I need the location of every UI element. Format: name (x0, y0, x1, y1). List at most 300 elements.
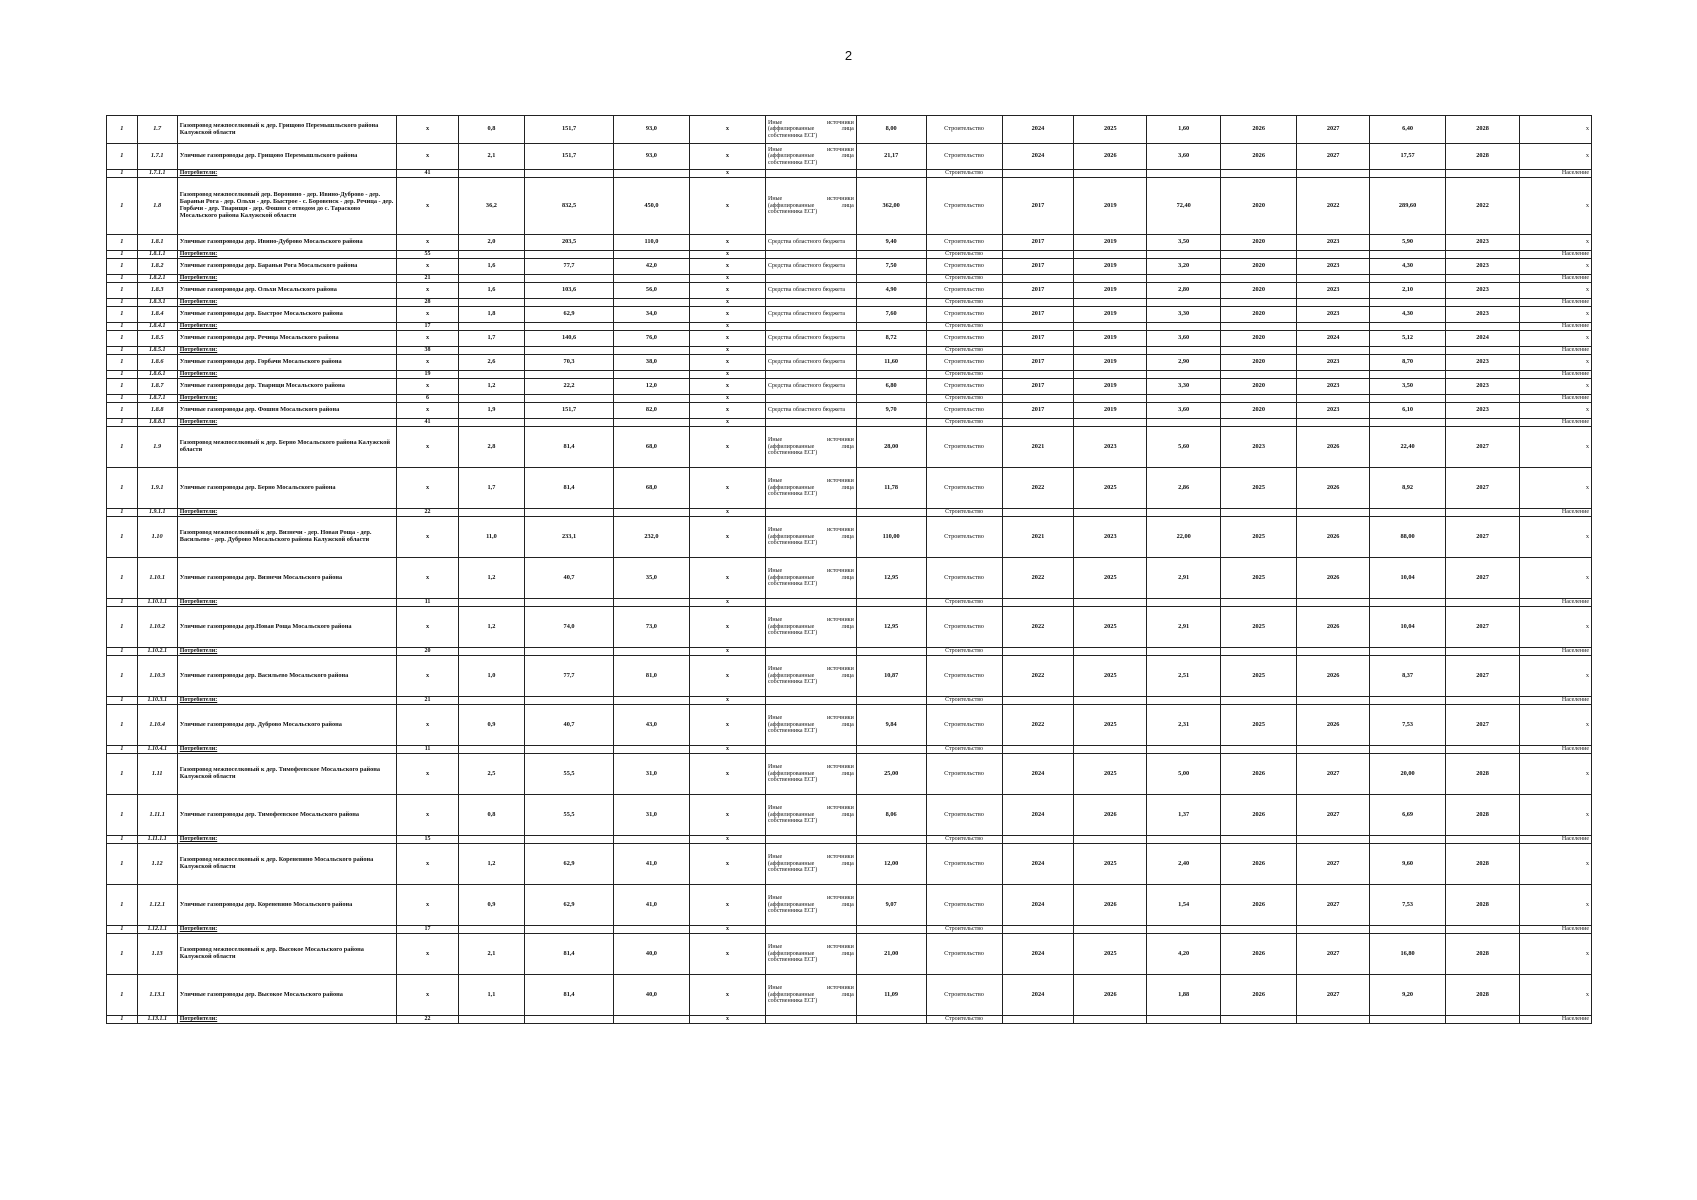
cell-c7: 110,0 (613, 235, 689, 251)
consumer-row (107, 347, 1592, 355)
cell-src: Средства областного бюджета (765, 235, 856, 251)
cell-c10: 25,00 (856, 754, 926, 795)
cell-c6 (525, 1016, 614, 1024)
cell-c1: 1 (107, 795, 138, 836)
cell-c15: 2020 (1221, 403, 1297, 419)
cell-c13: 2019 (1074, 355, 1147, 371)
cell-c12: 2024 (1002, 934, 1074, 975)
cell-c13: 2019 (1074, 283, 1147, 299)
cell-c10: 12,95 (856, 558, 926, 599)
cell-c14: 1,60 (1147, 116, 1221, 144)
cell-pop: x (1520, 975, 1592, 1016)
cell-name: Потребители: (177, 395, 397, 403)
cell-pop: x (1520, 178, 1592, 235)
cell-c17: 10,04 (1370, 558, 1446, 599)
cell-c12 (1002, 299, 1074, 307)
cell-c18: 2027 (1446, 558, 1520, 599)
cell-src: Иные источники (аффилированные лица собственника ЕСГ) (765, 178, 856, 235)
cell-src (765, 299, 856, 307)
cell-pop: Население (1520, 1016, 1592, 1024)
cell-c4: x (397, 844, 458, 885)
cell-c14: 1,37 (1147, 795, 1221, 836)
cell-num: 1.8.4.1 (137, 323, 177, 331)
cell-c8: x (689, 607, 765, 648)
cell-c5: 2,1 (458, 144, 525, 170)
cell-src (765, 509, 856, 517)
cell-c18: 2028 (1446, 144, 1520, 170)
cell-name: Уличные газопроводы дер. Визнечи Мосальского района (177, 558, 397, 599)
cell-c17 (1370, 599, 1446, 607)
cell-c16: 2026 (1297, 517, 1370, 558)
cell-c15: 2025 (1221, 607, 1297, 648)
cell-c5 (458, 275, 525, 283)
cell-c17 (1370, 746, 1446, 754)
cell-c1: 1 (107, 403, 138, 419)
cell-src: Иные источники (аффилированные лица собственника ЕСГ) (765, 844, 856, 885)
cell-c18 (1446, 395, 1520, 403)
cell-c18 (1446, 509, 1520, 517)
table-row (107, 558, 1592, 599)
cell-c4: x (397, 331, 458, 347)
cell-c12: 2022 (1002, 468, 1074, 509)
cell-c6 (525, 509, 614, 517)
cell-c4: 38 (397, 347, 458, 355)
cell-src: Иные источники (аффилированные лица собственника ЕСГ) (765, 934, 856, 975)
cell-num: 1.8.8.1 (137, 419, 177, 427)
cell-type: Строительство (926, 754, 1002, 795)
cell-c10: 110,00 (856, 517, 926, 558)
cell-c1: 1 (107, 355, 138, 371)
cell-name: Потребители: (177, 170, 397, 178)
cell-c1: 1 (107, 607, 138, 648)
cell-c14: 2,80 (1147, 283, 1221, 299)
cell-name: Потребители: (177, 371, 397, 379)
cell-c17 (1370, 509, 1446, 517)
cell-c13: 2019 (1074, 307, 1147, 323)
cell-c7: 43,0 (613, 705, 689, 746)
cell-c12: 2022 (1002, 705, 1074, 746)
cell-c8: x (689, 395, 765, 403)
cell-c16: 2027 (1297, 144, 1370, 170)
cell-c16 (1297, 836, 1370, 844)
cell-c18 (1446, 371, 1520, 379)
cell-src: Иные источники (аффилированные лица собственника ЕСГ) (765, 754, 856, 795)
cell-c17 (1370, 323, 1446, 331)
cell-pop: x (1520, 283, 1592, 299)
cell-src (765, 395, 856, 403)
cell-c12: 2017 (1002, 331, 1074, 347)
cell-c15: 2020 (1221, 307, 1297, 323)
cell-name: Потребители: (177, 323, 397, 331)
cell-c14: 72,40 (1147, 178, 1221, 235)
cell-type: Строительство (926, 1016, 1002, 1024)
cell-name: Уличные газопроводы дер. Быстрое Мосальского района (177, 307, 397, 323)
cell-c15 (1221, 419, 1297, 427)
cell-c17 (1370, 371, 1446, 379)
cell-c8: x (689, 403, 765, 419)
cell-c4: x (397, 235, 458, 251)
cell-c1: 1 (107, 427, 138, 468)
cell-c14: 3,30 (1147, 379, 1221, 395)
cell-c8: x (689, 934, 765, 975)
cell-c16: 2026 (1297, 656, 1370, 697)
cell-c16: 2026 (1297, 705, 1370, 746)
cell-c6 (525, 746, 614, 754)
cell-name: Потребители: (177, 299, 397, 307)
cell-c18 (1446, 599, 1520, 607)
cell-c10 (856, 170, 926, 178)
cell-c18 (1446, 836, 1520, 844)
cell-c1: 1 (107, 705, 138, 746)
cell-pop: x (1520, 517, 1592, 558)
cell-c5: 1,7 (458, 331, 525, 347)
cell-pop: Население (1520, 746, 1592, 754)
cell-c4: 55 (397, 251, 458, 259)
cell-name: Уличные газопроводы дер. Берно Мосальского района (177, 468, 397, 509)
table-row (107, 403, 1592, 419)
cell-c8: x (689, 427, 765, 468)
cell-c7 (613, 509, 689, 517)
table-row (107, 754, 1592, 795)
cell-c6 (525, 395, 614, 403)
cell-pop: x (1520, 427, 1592, 468)
cell-src (765, 648, 856, 656)
cell-c5: 2,0 (458, 235, 525, 251)
cell-c13: 2019 (1074, 259, 1147, 275)
cell-c10 (856, 323, 926, 331)
cell-pop: x (1520, 116, 1592, 144)
cell-c7 (613, 1016, 689, 1024)
cell-c13: 2025 (1074, 607, 1147, 648)
cell-num: 1.13 (137, 934, 177, 975)
cell-c15 (1221, 299, 1297, 307)
cell-c8: x (689, 1016, 765, 1024)
cell-c10 (856, 275, 926, 283)
cell-c13: 2025 (1074, 468, 1147, 509)
cell-c18: 2022 (1446, 178, 1520, 235)
cell-c4: x (397, 754, 458, 795)
cell-c1: 1 (107, 468, 138, 509)
consumer-row (107, 1016, 1592, 1024)
cell-c17: 16,80 (1370, 934, 1446, 975)
cell-c1: 1 (107, 347, 138, 355)
cell-type: Строительство (926, 836, 1002, 844)
cell-c18: 2028 (1446, 795, 1520, 836)
cell-c13: 2026 (1074, 795, 1147, 836)
cell-c10 (856, 371, 926, 379)
cell-c10: 21,17 (856, 144, 926, 170)
cell-c13: 2023 (1074, 517, 1147, 558)
cell-type: Строительство (926, 795, 1002, 836)
cell-type: Строительство (926, 656, 1002, 697)
cell-c7: 38,0 (613, 355, 689, 371)
cell-c12 (1002, 347, 1074, 355)
cell-c8: x (689, 517, 765, 558)
cell-pop: Население (1520, 419, 1592, 427)
cell-c5 (458, 251, 525, 259)
cell-c7 (613, 395, 689, 403)
cell-c7: 82,0 (613, 403, 689, 419)
cell-c8: x (689, 419, 765, 427)
cell-c15: 2026 (1221, 754, 1297, 795)
cell-c7 (613, 648, 689, 656)
cell-c18: 2027 (1446, 427, 1520, 468)
cell-c10: 362,00 (856, 178, 926, 235)
cell-c8: x (689, 795, 765, 836)
cell-c12 (1002, 1016, 1074, 1024)
cell-c18: 2027 (1446, 517, 1520, 558)
cell-num: 1.13.1.1 (137, 1016, 177, 1024)
cell-name: Потребители: (177, 1016, 397, 1024)
cell-c12: 2022 (1002, 656, 1074, 697)
cell-name: Уличные газопроводы дер. Тимофеевское Мосальского района (177, 795, 397, 836)
cell-c7: 34,0 (613, 307, 689, 323)
cell-num: 1.8.8 (137, 403, 177, 419)
cell-src (765, 275, 856, 283)
cell-c13: 2025 (1074, 844, 1147, 885)
cell-c10 (856, 1016, 926, 1024)
cell-type: Строительство (926, 347, 1002, 355)
cell-c6: 62,9 (525, 307, 614, 323)
cell-pop: Население (1520, 697, 1592, 705)
table-row (107, 427, 1592, 468)
cell-c5 (458, 746, 525, 754)
cell-c5: 1,2 (458, 558, 525, 599)
cell-c16: 2024 (1297, 331, 1370, 347)
cell-num: 1.9 (137, 427, 177, 468)
cell-c8: x (689, 275, 765, 283)
cell-num: 1.8.2.1 (137, 275, 177, 283)
cell-c13 (1074, 419, 1147, 427)
consumer-row (107, 170, 1592, 178)
cell-c15: 2020 (1221, 355, 1297, 371)
cell-c16: 2027 (1297, 754, 1370, 795)
cell-src: Средства областного бюджета (765, 259, 856, 275)
cell-c13 (1074, 323, 1147, 331)
cell-c5: 1,6 (458, 259, 525, 275)
cell-type: Строительство (926, 885, 1002, 926)
cell-c17: 8,92 (1370, 468, 1446, 509)
cell-c15 (1221, 697, 1297, 705)
cell-c18: 2027 (1446, 656, 1520, 697)
cell-c1: 1 (107, 746, 138, 754)
cell-c6: 55,5 (525, 754, 614, 795)
cell-c15: 2025 (1221, 656, 1297, 697)
cell-name: Потребители: (177, 648, 397, 656)
cell-name: Уличные газопроводы дер. Тварищи Мосальского района (177, 379, 397, 395)
cell-src (765, 371, 856, 379)
cell-c4: 11 (397, 599, 458, 607)
cell-c4: x (397, 975, 458, 1016)
cell-c13 (1074, 371, 1147, 379)
cell-c6: 55,5 (525, 795, 614, 836)
cell-c7 (613, 251, 689, 259)
cell-pop: x (1520, 379, 1592, 395)
cell-c8: x (689, 648, 765, 656)
cell-c7: 41,0 (613, 885, 689, 926)
cell-name: Газопровод межпоселковый к дер. Визнечи - дер. Новая Роща - дер. Васильево - дер. Дуброво Мосальского района Калужской области (177, 517, 397, 558)
cell-c4: 6 (397, 395, 458, 403)
cell-type: Строительство (926, 697, 1002, 705)
cell-c4: x (397, 517, 458, 558)
cell-c5: 2,1 (458, 934, 525, 975)
cell-c8: x (689, 468, 765, 509)
cell-src: Иные источники (аффилированные лица собственника ЕСГ) (765, 885, 856, 926)
cell-c14 (1147, 836, 1221, 844)
cell-c4: x (397, 259, 458, 275)
cell-src: Средства областного бюджета (765, 307, 856, 323)
cell-type: Строительство (926, 178, 1002, 235)
cell-c5 (458, 509, 525, 517)
cell-c16: 2027 (1297, 885, 1370, 926)
cell-c1: 1 (107, 558, 138, 599)
table-row (107, 259, 1592, 275)
cell-name: Газопровод межпоселковый к дер. Кореневино Мосальского района Калужской области (177, 844, 397, 885)
cell-c1: 1 (107, 509, 138, 517)
cell-pop: Население (1520, 599, 1592, 607)
cell-num: 1.8.4 (137, 307, 177, 323)
cell-src (765, 697, 856, 705)
cell-c12 (1002, 170, 1074, 178)
cell-c8: x (689, 705, 765, 746)
cell-c15 (1221, 371, 1297, 379)
cell-type: Строительство (926, 259, 1002, 275)
cell-c18: 2023 (1446, 235, 1520, 251)
cell-c1: 1 (107, 934, 138, 975)
cell-c16: 2023 (1297, 259, 1370, 275)
cell-c14 (1147, 509, 1221, 517)
cell-c4: x (397, 427, 458, 468)
cell-c13: 2025 (1074, 754, 1147, 795)
cell-c17 (1370, 836, 1446, 844)
cell-c8: x (689, 599, 765, 607)
cell-c14 (1147, 395, 1221, 403)
cell-c4: x (397, 283, 458, 299)
cell-c1: 1 (107, 599, 138, 607)
cell-type: Строительство (926, 170, 1002, 178)
consumer-row (107, 323, 1592, 331)
cell-c16 (1297, 251, 1370, 259)
cell-c16 (1297, 419, 1370, 427)
cell-num: 1.11.1.1 (137, 836, 177, 844)
cell-c15 (1221, 275, 1297, 283)
cell-c13 (1074, 697, 1147, 705)
cell-type: Строительство (926, 427, 1002, 468)
cell-c15 (1221, 746, 1297, 754)
cell-c1: 1 (107, 395, 138, 403)
cell-c16 (1297, 926, 1370, 934)
cell-c13: 2025 (1074, 116, 1147, 144)
cell-c10 (856, 599, 926, 607)
cell-c1: 1 (107, 235, 138, 251)
cell-c17: 17,57 (1370, 144, 1446, 170)
cell-c7 (613, 170, 689, 178)
cell-c14 (1147, 926, 1221, 934)
cell-c6: 81,4 (525, 427, 614, 468)
cell-c5: 1,2 (458, 379, 525, 395)
cell-c16: 2023 (1297, 283, 1370, 299)
table-row (107, 656, 1592, 697)
cell-c13 (1074, 347, 1147, 355)
consumer-row (107, 419, 1592, 427)
cell-c5: 1,7 (458, 468, 525, 509)
cell-pop: x (1520, 235, 1592, 251)
cell-c12 (1002, 323, 1074, 331)
cell-c12: 2024 (1002, 795, 1074, 836)
cell-c4: 15 (397, 836, 458, 844)
cell-c16: 2027 (1297, 116, 1370, 144)
cell-num: 1.8.7 (137, 379, 177, 395)
consumer-row (107, 599, 1592, 607)
cell-c6: 203,5 (525, 235, 614, 251)
cell-num: 1.10.4 (137, 705, 177, 746)
cell-c12: 2024 (1002, 885, 1074, 926)
cell-c14: 5,00 (1147, 754, 1221, 795)
cell-c18: 2024 (1446, 331, 1520, 347)
cell-num: 1.8 (137, 178, 177, 235)
cell-name: Потребители: (177, 926, 397, 934)
cell-c16: 2026 (1297, 427, 1370, 468)
cell-c12 (1002, 746, 1074, 754)
cell-type: Строительство (926, 395, 1002, 403)
cell-c4: x (397, 468, 458, 509)
cell-c7: 31,0 (613, 795, 689, 836)
cell-c8: x (689, 144, 765, 170)
cell-type: Строительство (926, 371, 1002, 379)
cell-c13 (1074, 836, 1147, 844)
cell-c17: 9,60 (1370, 844, 1446, 885)
cell-c18 (1446, 251, 1520, 259)
cell-c6 (525, 371, 614, 379)
cell-c18: 2028 (1446, 754, 1520, 795)
consumer-row (107, 746, 1592, 754)
cell-c1: 1 (107, 323, 138, 331)
cell-type: Строительство (926, 558, 1002, 599)
cell-c10: 9,84 (856, 705, 926, 746)
cell-c12 (1002, 395, 1074, 403)
cell-c14: 2,91 (1147, 558, 1221, 599)
cell-c10: 11,09 (856, 975, 926, 1016)
cell-c18 (1446, 299, 1520, 307)
cell-pop: Население (1520, 299, 1592, 307)
cell-type: Строительство (926, 331, 1002, 347)
cell-c13: 2019 (1074, 331, 1147, 347)
cell-c12: 2017 (1002, 283, 1074, 299)
cell-c8: x (689, 558, 765, 599)
cell-c15: 2020 (1221, 379, 1297, 395)
cell-c18: 2028 (1446, 116, 1520, 144)
cell-c10: 8,72 (856, 331, 926, 347)
cell-c1: 1 (107, 283, 138, 299)
cell-c4: 28 (397, 299, 458, 307)
cell-src: Средства областного бюджета (765, 331, 856, 347)
cell-c17: 289,60 (1370, 178, 1446, 235)
cell-c6 (525, 347, 614, 355)
cell-type: Строительство (926, 419, 1002, 427)
cell-type: Строительство (926, 517, 1002, 558)
cell-c14: 3,30 (1147, 307, 1221, 323)
cell-src: Средства областного бюджета (765, 355, 856, 371)
cell-c8: x (689, 116, 765, 144)
cell-c4: x (397, 355, 458, 371)
cell-c7: 12,0 (613, 379, 689, 395)
table-row (107, 235, 1592, 251)
cell-c6: 140,6 (525, 331, 614, 347)
consumer-row (107, 371, 1592, 379)
cell-c17 (1370, 697, 1446, 705)
table-row (107, 795, 1592, 836)
cell-c14: 4,20 (1147, 934, 1221, 975)
